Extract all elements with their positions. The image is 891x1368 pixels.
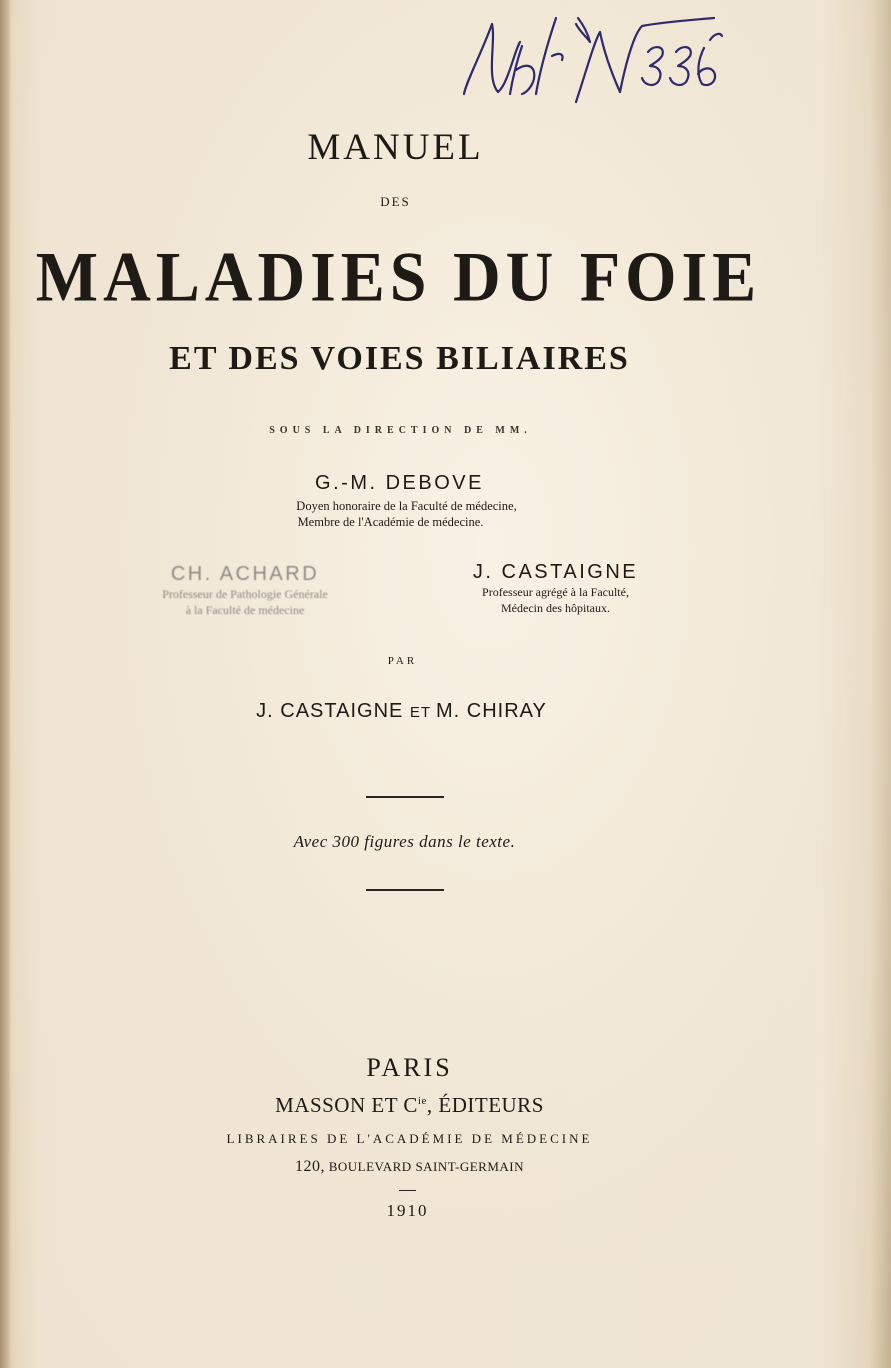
publisher-name-sup: ie	[417, 1095, 427, 1107]
director-debove-title-1: Doyen honoraire de la Faculté de médecine,	[296, 499, 517, 513]
publisher-name	[0, 1093, 855, 1118]
address-street: BOULEVARD SAINT-GERMAIN	[324, 1159, 525, 1174]
authors-et	[410, 704, 436, 721]
director-debove-title-2: Membre de l'Académie de médecine.	[297, 515, 484, 529]
authors-et-text: ET	[409, 704, 431, 721]
publisher-name-b: , ÉDITEURS	[426, 1093, 544, 1117]
main-title: MALADIES DU FOIE	[35, 238, 762, 317]
publisher-address	[0, 1158, 855, 1176]
director-debove-name: G.-M. DEBOVE	[315, 472, 484, 494]
director-achard	[140, 563, 350, 618]
director-castaigne-title-2: Médecin des hôpitaux.	[501, 601, 610, 615]
figures-note: Avec 300 figures dans le texte.	[293, 832, 516, 851]
address-number: 120,	[294, 1158, 325, 1175]
divider-rule-top	[366, 796, 444, 798]
director-castaigne-name: J. CASTAIGNE	[472, 561, 639, 583]
direction-label: SOUS LA DIRECTION DE MM.	[269, 425, 532, 436]
handwritten-inventory-annotation	[452, 12, 732, 104]
publisher-city: PARIS	[366, 1053, 453, 1082]
director-castaigne-title-1: Professeur agrégé à la Faculté,	[482, 585, 629, 599]
subtitle: ET DES VOIES BILIAIRES	[169, 340, 630, 377]
publisher-libraires: LIBRAIRES DE L'ACADÉMIE DE MÉDECINE	[226, 1131, 593, 1146]
director-achard-name: CH. ACHARD	[170, 563, 320, 585]
author-chiray: M. CHIRAY	[436, 700, 547, 722]
divider-rule-bottom	[366, 889, 444, 891]
director-castaigne	[453, 561, 658, 616]
publication-year: 1910	[386, 1201, 429, 1220]
par-label: PAR	[387, 655, 418, 667]
title-des: DES	[380, 194, 411, 209]
author-castaigne: J. CASTAIGNE	[256, 700, 404, 722]
title-manuel: MANUEL	[307, 127, 484, 168]
year-dash	[399, 1190, 416, 1191]
publisher-name-a: MASSON ET C	[275, 1093, 418, 1117]
director-achard-title-2: à la Faculté de médecine	[185, 603, 305, 617]
authors-line	[0, 700, 847, 723]
director-achard-title-1: Professeur de Pathologie Générale	[162, 587, 328, 601]
